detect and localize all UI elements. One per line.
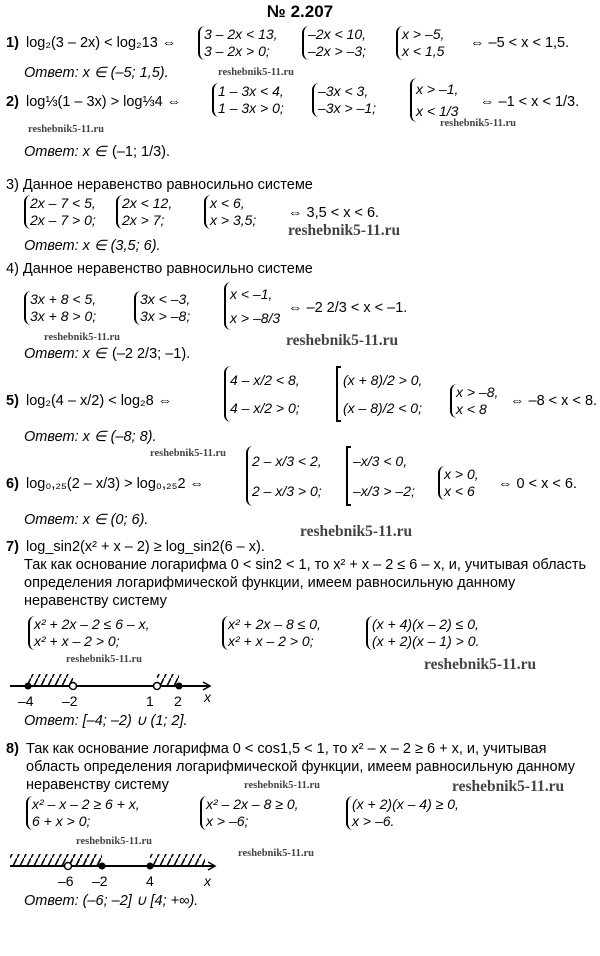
item-7-axis-label: x: [204, 689, 211, 705]
item-8-point: [99, 863, 106, 870]
item-4-system-b: 3x < –3, 3x > –8;: [134, 291, 190, 325]
item-4-answer-prefix: Ответ: x ∈: [24, 346, 107, 362]
item-7-axis-label: –2: [62, 693, 78, 709]
watermark: reshebnik5-11.ru: [28, 124, 104, 135]
item-3-result: ⇔ 3,5 < x < 6.: [288, 205, 380, 221]
watermark: reshebnik5-11.ru: [300, 523, 413, 540]
item-8-number-line: [10, 844, 220, 892]
item-6-result: ⇔ 0 < x < 6.: [498, 476, 577, 492]
item-7-shade-left: [28, 674, 73, 686]
item-1-result: ⇔ –5 < x < 1,5.: [470, 35, 570, 51]
item-7-answer: Ответ: [–4; –2) ∪ (1; 2].: [24, 713, 188, 729]
item-7-point: [70, 683, 77, 690]
item-5-number: 5): [6, 393, 19, 409]
item-7-system-c: (x + 4)(x – 2) ≤ 0, (x + 2)(x – 1) > 0.: [366, 616, 479, 650]
item-4-system-a: 3x + 8 < 5, 3x + 8 > 0;: [24, 291, 96, 325]
item-2-result: ⇔ –1 < x < 1/3.: [480, 94, 580, 110]
item-3-system-c: x < 6, x > 3,5;: [204, 195, 256, 229]
item-2-answer-interval: (–1; 1/3).: [112, 144, 171, 160]
item-4-system-c: x < –1, x > –8/3: [224, 282, 280, 330]
item-7-system-a: x² + 2x – 2 ≤ 6 – x, x² + x – 2 > 0;: [28, 616, 149, 650]
item-7-point: [154, 683, 161, 690]
item-3-system-a: 2x – 7 < 5, 2x – 7 > 0;: [24, 195, 96, 229]
item-7-axis-label: –4: [18, 693, 34, 709]
watermark: reshebnik5-11.ru: [244, 780, 320, 791]
item-2-system-c: x > –1, x < 1/3: [410, 78, 458, 122]
item-8-point: [147, 863, 154, 870]
item-8-axis-label: x: [204, 873, 211, 889]
item-7-number: 7): [6, 539, 19, 555]
item-2-inequality: log⅓(1 – 3x) > log⅓4 ⇔: [26, 94, 182, 110]
watermark: reshebnik5-11.ru: [76, 836, 152, 847]
watermark: reshebnik5-11.ru: [440, 118, 516, 129]
item-8-system-a: x² – x – 2 ≥ 6 + x, 6 + x > 0;: [26, 796, 140, 830]
item-5-result: ⇔ –8 < x < 8.: [510, 393, 598, 409]
item-1-inequality: log₂(3 – 2x) < log₂13 ⇔: [26, 35, 177, 51]
watermark: reshebnik5-11.ru: [218, 67, 294, 78]
item-7-inequality: log_sin2(x² + x – 2) ≥ log_sin2(6 – x).: [26, 539, 265, 555]
watermark: reshebnik5-11.ru: [452, 778, 565, 795]
item-2-system-b: –3x < 3, –3x > –1;: [312, 83, 376, 117]
item-8-system-c: (x + 2)(x – 4) ≥ 0, x > –6.: [346, 796, 459, 830]
item-8-axis-label: 4: [146, 873, 154, 889]
item-5-system-b: (x + 8)/2 > 0, (x – 8)/2 < 0;: [336, 366, 422, 422]
item-7-point: [25, 683, 32, 690]
watermark: reshebnik5-11.ru: [238, 848, 314, 859]
watermark: reshebnik5-11.ru: [66, 654, 142, 665]
item-8-shade-left: [68, 854, 102, 866]
item-8-system-b: x² – 2x – 8 ≥ 0, x > –6;: [200, 796, 299, 830]
item-8-axis-label: –2: [92, 873, 108, 889]
item-2-answer-prefix: Ответ: x ∈: [24, 144, 107, 160]
item-8-number: 8): [6, 741, 19, 757]
item-7-axis-label: 2: [174, 693, 182, 709]
item-3-answer: Ответ: x ∈ (3,5; 6).: [24, 238, 161, 254]
item-6-system-c: x > 0, x < 6: [438, 466, 479, 500]
item-1-number: 1): [6, 35, 19, 51]
item-1-system-a: 3 – 2x < 13, 3 – 2x > 0;: [198, 26, 278, 60]
item-4-answer-interval: (–2 2/3; –1).: [112, 346, 191, 362]
item-7-system-b: x² + 2x – 8 ≤ 0, x² + x – 2 > 0;: [222, 616, 321, 650]
item-6-number: 6): [6, 476, 19, 492]
item-1-answer: Ответ: x ∈ (–5; 1,5).: [24, 65, 169, 81]
item-2-system-a: 1 – 3x < 4, 1 – 3x > 0;: [212, 83, 284, 117]
item-3-system-b: 2x < 12, 2x > 7;: [116, 195, 172, 229]
item-2-number: 2): [6, 94, 19, 110]
item-8-shade-right: [150, 854, 205, 866]
watermark: reshebnik5-11.ru: [286, 332, 399, 349]
item-6-system-b: –x/3 < 0, –x/3 > –2;: [346, 446, 415, 506]
item-4-intro: 4) Данное неравенство равносильно системе: [6, 261, 313, 277]
item-7-axis-label: 1: [146, 693, 154, 709]
item-1-system-b: –2x < 10, –2x > –3;: [302, 26, 366, 60]
watermark: reshebnik5-11.ru: [424, 656, 537, 673]
item-8-point: [65, 863, 72, 870]
item-8-answer: Ответ: (–6; –2] ∪ [4; +∞).: [24, 893, 199, 909]
item-7-point: [176, 683, 183, 690]
item-5-answer: Ответ: x ∈ (–8; 8).: [24, 429, 157, 445]
item-6-system-a: 2 – x/3 < 2, 2 – x/3 > 0;: [246, 446, 322, 506]
item-7-number-line: [10, 664, 220, 712]
item-8-axis-label: –6: [58, 873, 74, 889]
item-3-intro: 3) Данное неравенство равносильно системе: [6, 177, 313, 193]
item-7-text: Так как основание логарифма 0 < sin2 < 1, то x² + x – 2 ≤ 6 – x, и, учитывая область определения логарифмической функции, имеем равносильную данному неравенству систему: [24, 557, 587, 609]
item-6-inequality: log₀,₂₅(2 – x/3) > log₀,₂₅2 ⇔: [26, 476, 205, 492]
item-6-answer: Ответ: x ∈ (0; 6).: [24, 512, 149, 528]
item-4-result: ⇔ –2 2/3 < x < –1.: [288, 300, 408, 316]
watermark: reshebnik5-11.ru: [150, 448, 226, 459]
watermark: reshebnik5-11.ru: [44, 332, 120, 343]
item-1-system-c: x > –5, x < 1,5: [396, 26, 444, 60]
item-5-system-a: 4 – x/2 < 8, 4 – x/2 > 0;: [224, 366, 300, 422]
watermark: reshebnik5-11.ru: [288, 222, 401, 239]
item-5-system-c: x > –8, x < 8: [450, 384, 498, 418]
problem-number: № 2.207: [266, 2, 334, 21]
item-8-text: Так как основание логарифма 0 < cos1,5 < 1, то x² – x – 2 ≥ 6 + x, и, учитывая область определения логарифмической функции, имеем равносильную данному неравенству систему: [26, 741, 575, 793]
item-5-inequality: log₂(4 – x/2) < log₂8 ⇔: [26, 393, 173, 409]
